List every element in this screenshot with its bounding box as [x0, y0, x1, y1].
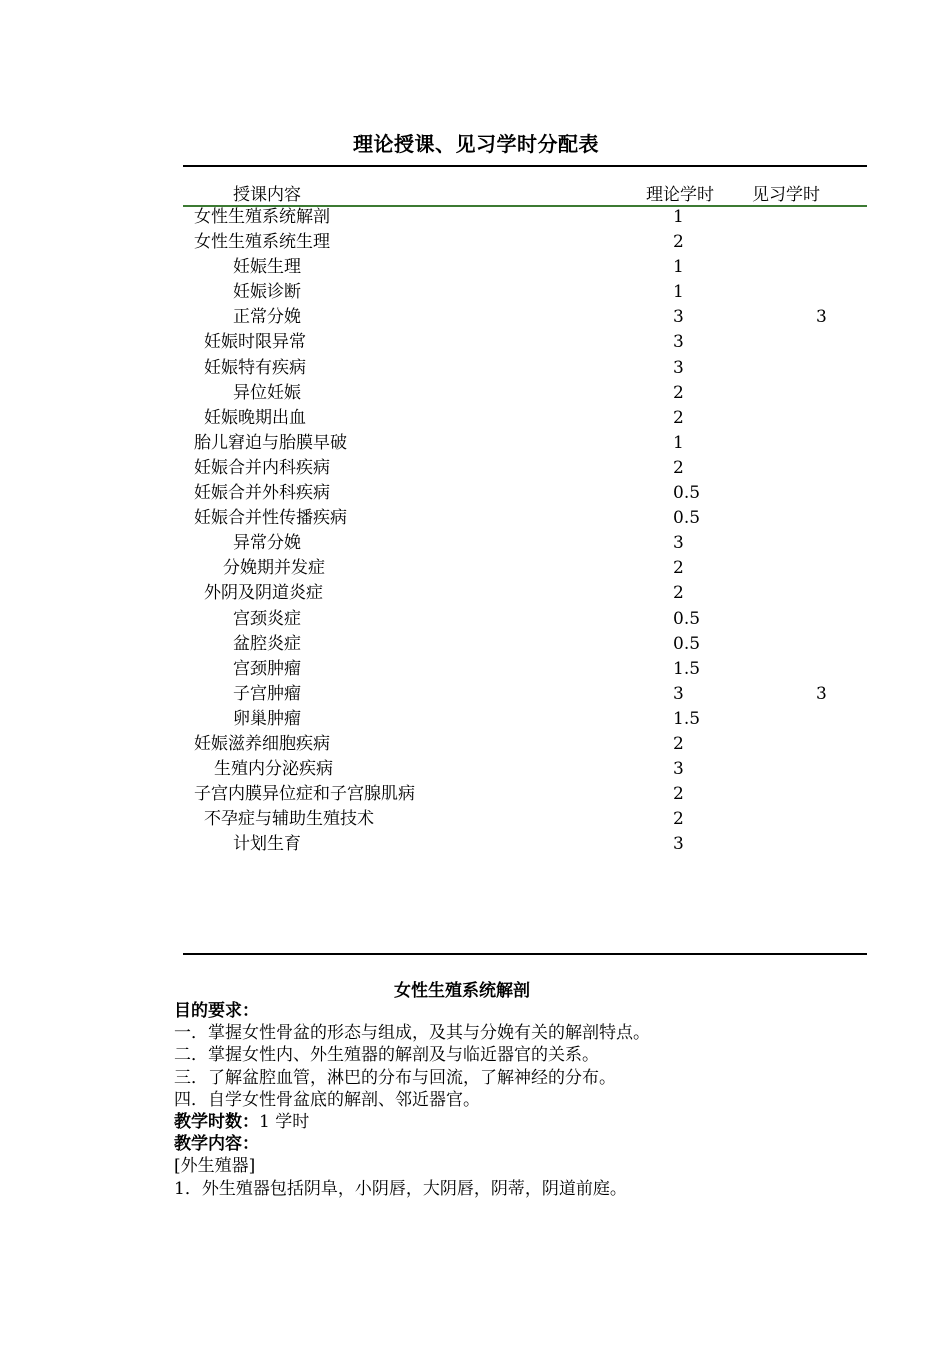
table-row [0, 807, 952, 832]
row-theory-hours: 1 [673, 207, 684, 227]
hours-label: 教学时数： [174, 1112, 259, 1133]
row-theory-hours: 2 [673, 733, 684, 754]
row-course-name: 妊娠滋养细胞疾病 [194, 733, 330, 754]
goals-label: 目的要求： [174, 1001, 259, 1021]
goal-item: 一．掌握女性骨盆的形态与组成，及其与分娩有关的解剖特点。 [174, 1023, 650, 1044]
table-row [0, 230, 952, 255]
hours-line [174, 1111, 650, 1133]
table-row [0, 506, 952, 531]
row-theory-hours: 2 [673, 232, 684, 253]
table-row [0, 255, 952, 280]
header-theory-hours: 理论学时 [646, 185, 714, 205]
row-course-name: 妊娠合并性传播疾病 [194, 508, 347, 529]
row-theory-hours: 2 [673, 809, 684, 830]
table-row [0, 356, 952, 381]
row-course-name: 胎儿窘迫与胎膜早破 [194, 432, 347, 453]
row-practice-hours: 3 [816, 307, 827, 328]
row-theory-hours: 1 [673, 282, 684, 303]
row-theory-hours: 1 [673, 257, 684, 278]
row-course-name: 异位妊娠 [233, 382, 301, 403]
goal-item: 四．自学女性骨盆底的解剖、邻近器官。 [174, 1089, 480, 1110]
table-row [0, 330, 952, 355]
row-course-name: 妊娠晚期出血 [204, 407, 306, 428]
table-title: 理论授课、见习学时分配表 [353, 132, 599, 156]
row-course-name: 妊娠合并外科疾病 [194, 483, 330, 504]
row-course-name: 宫颈炎症 [233, 608, 301, 629]
row-course-name: 计划生育 [233, 834, 301, 855]
table-row [0, 481, 952, 506]
table-row [0, 456, 952, 481]
table-row [0, 406, 952, 431]
row-course-name: 宫颈肿瘤 [233, 658, 301, 679]
table-row [0, 381, 952, 406]
row-course-name: 妊娠合并内科疾病 [194, 457, 330, 478]
goal-item: 二．掌握女性内、外生殖器的解剖及与临近器官的关系。 [174, 1045, 599, 1066]
row-theory-hours: 1.5 [673, 708, 701, 729]
table-row [0, 732, 952, 757]
table-row [0, 531, 952, 556]
table-body [0, 205, 952, 857]
row-course-name: 异常分娩 [233, 533, 301, 554]
table-row [0, 632, 952, 657]
hours-value: 1 学时 [259, 1112, 310, 1133]
table-row [0, 607, 952, 632]
row-course-name: 外阴及阴道炎症 [204, 583, 323, 604]
row-theory-hours: 3 [673, 332, 684, 353]
table-row [0, 205, 952, 230]
row-theory-hours: 2 [673, 784, 684, 805]
row-course-name: 不孕症与辅助生殖技术 [204, 809, 374, 830]
table-row [0, 657, 952, 682]
row-theory-hours: 1.5 [673, 658, 701, 679]
row-theory-hours: 2 [673, 583, 684, 604]
row-theory-hours: 1 [673, 432, 684, 453]
row-course-name: 女性生殖系统生理 [194, 232, 330, 253]
table-row [0, 305, 952, 330]
row-theory-hours: 0.5 [673, 608, 701, 629]
row-theory-hours: 0.5 [673, 633, 701, 654]
content-label: 教学内容： [174, 1134, 259, 1155]
table-row [0, 581, 952, 606]
row-course-name: 生殖内分泌疾病 [214, 759, 333, 780]
row-theory-hours: 3 [673, 307, 684, 328]
table-row [0, 782, 952, 807]
table-bottom-rule [183, 953, 867, 955]
section-body [174, 1000, 650, 1200]
row-theory-hours: 2 [673, 558, 684, 579]
row-theory-hours: 2 [673, 407, 684, 428]
row-course-name: 妊娠生理 [233, 257, 301, 278]
row-course-name: 女性生殖系统解剖 [194, 207, 330, 227]
content-item: 1．外生殖器包括阴阜，小阴唇，大阴唇，阴蒂，阴道前庭。 [174, 1178, 627, 1199]
row-course-name: 分娩期并发症 [223, 558, 325, 579]
table-row [0, 556, 952, 581]
row-course-name: 盆腔炎症 [233, 633, 301, 654]
table-row [0, 707, 952, 732]
row-theory-hours: 3 [673, 683, 684, 704]
table-top-rule [183, 165, 867, 167]
table-row [0, 431, 952, 456]
row-course-name: 妊娠特有疾病 [204, 357, 306, 378]
header-content: 授课内容 [233, 185, 301, 205]
row-course-name: 妊娠诊断 [233, 282, 301, 303]
row-theory-hours: 0.5 [673, 508, 701, 529]
table-row [0, 280, 952, 305]
row-course-name: 妊娠时限异常 [204, 332, 306, 353]
row-course-name: 子宫肿瘤 [233, 683, 301, 704]
table-row [0, 757, 952, 782]
row-course-name: 正常分娩 [233, 307, 301, 328]
section-title: 女性生殖系统解剖 [394, 981, 530, 1001]
row-theory-hours: 3 [673, 533, 684, 554]
header-practice-hours: 见习学时 [752, 185, 820, 205]
row-course-name: 卵巢肿瘤 [233, 708, 301, 729]
row-theory-hours: 3 [673, 357, 684, 378]
row-practice-hours: 3 [816, 683, 827, 704]
row-theory-hours: 0.5 [673, 483, 701, 504]
row-course-name: 子宫内膜异位症和子宫腺肌病 [194, 784, 415, 805]
goal-item: 三．了解盆腔血管，淋巴的分布与回流，了解神经的分布。 [174, 1067, 616, 1088]
table-row [0, 832, 952, 857]
row-theory-hours: 3 [673, 834, 684, 855]
row-theory-hours: 2 [673, 457, 684, 478]
table-row [0, 682, 952, 707]
row-theory-hours: 3 [673, 759, 684, 780]
row-theory-hours: 2 [673, 382, 684, 403]
content-subheading: [外生殖器] [174, 1156, 256, 1177]
